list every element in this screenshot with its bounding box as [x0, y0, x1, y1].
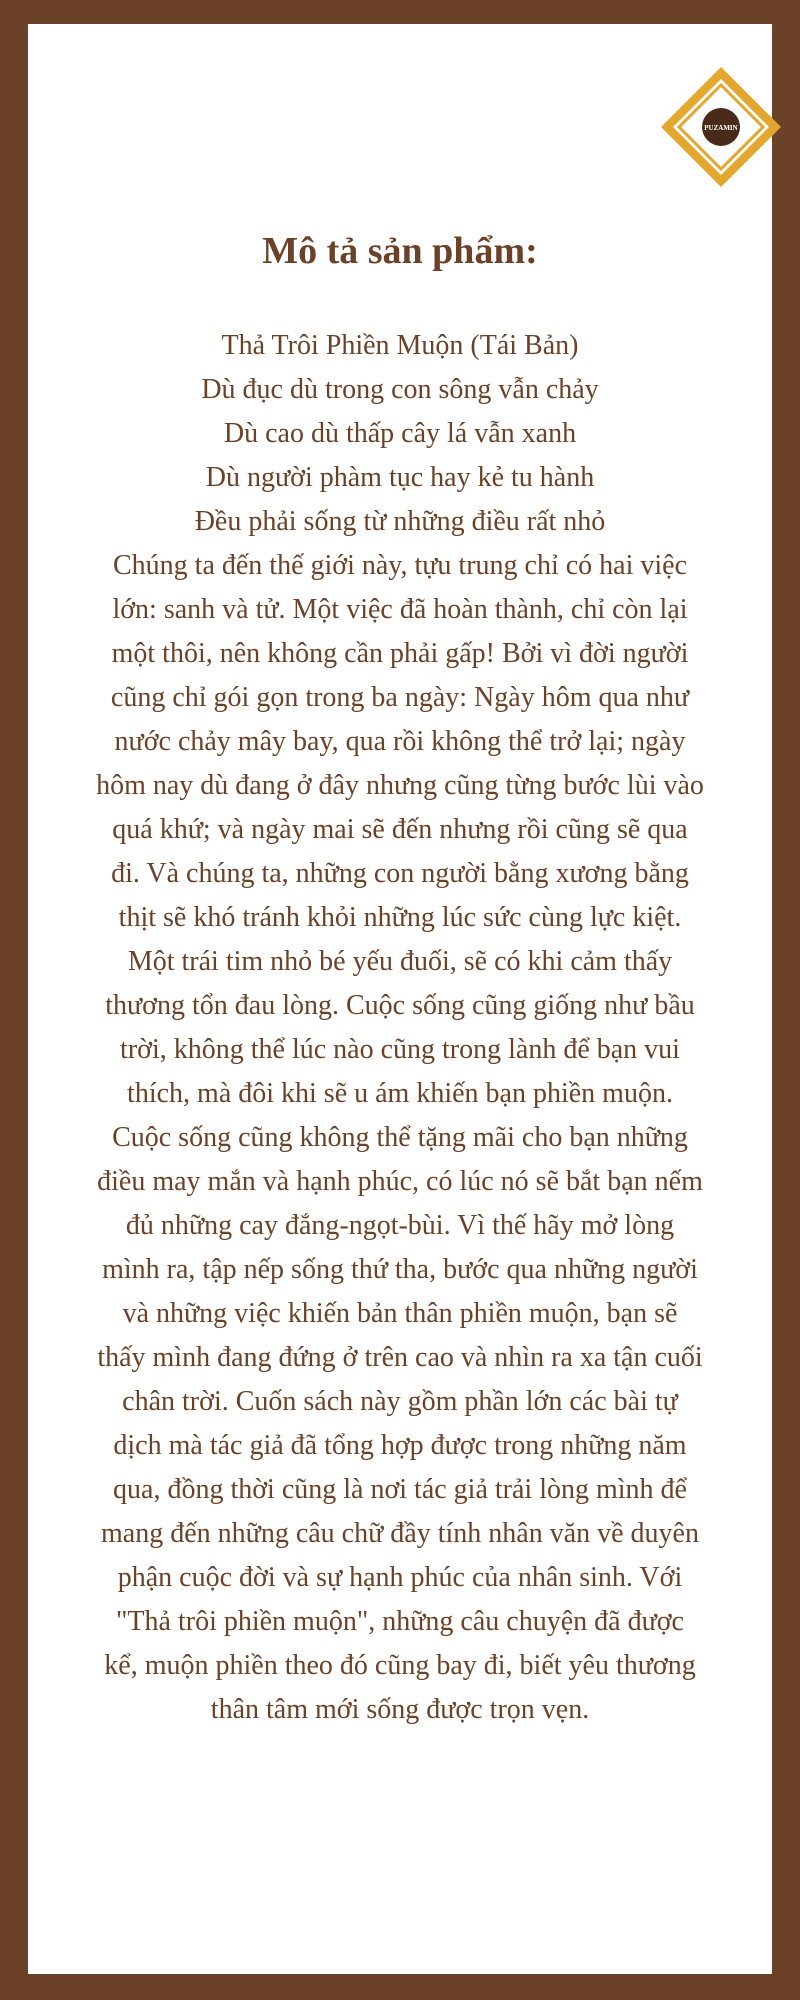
content-panel [28, 24, 772, 1974]
intro-line: Đều phải sống từ những điều rất nhỏ [194, 506, 606, 537]
product-description [96, 324, 704, 1732]
intro-line: Dù người phàm tục hay kẻ tu hành [205, 462, 595, 493]
section-heading: Mô tả sản phẩm: [262, 230, 538, 272]
logo-diamond-icon [658, 64, 784, 190]
intro-line: Dù cao dù thấp cây lá vẫn xanh [223, 418, 577, 449]
description-paragraph: Chúng ta đến thế giới này, tựu trung chỉ có hai việc lớn: sanh và tử. Một việc đã hoàn thành, chỉ còn lại một thôi, nên không cần phải gấp! Bởi vì đời người cũng chỉ gói gọn trong ba ngày: Ngày hôm qua như nước chảy mây bay, qua rồi không thể trở lại; ngày hôm nay dù đang ở đây nhưng cũng từng bước lùi vào quá khứ; và ngày mai sẽ đến nhưng rồi cũng sẽ qua đi. Và chúng ta, những con người bằng xương bằng thịt sẽ khó tránh khỏi những lúc sức cùng lực kiệt. Một trái tim nhỏ bé yếu đuối, sẽ có khi cảm thấy thương tổn đau lòng. Cuộc sống cũng giống như bầu trời, không thể lúc nào cũng trong lành để bạn vui thích, mà đôi khi sẽ u ám khiến bạn phiền muộn. Cuộc sống cũng không thể tặng mãi cho bạn những điều may mắn và hạnh phúc, có lúc nó sẽ bắt bạn nếm đủ những cay đắng-ngọt-bùi. Vì thế hãy mở lòng mình ra, tập nếp sống thứ tha, bước qua những người và những việc khiến bản thân phiền muộn, bạn sẽ thấy mình đang đứng ở trên cao và nhìn ra xa tận cuối chân trời. Cuốn sách này gồm phần lớn các bài tự dịch mà tác giả đã tổng hợp được trong những năm qua, đồng thời cũng là nơi tác giả trải lòng mình để mang đến những câu chữ đầy tính nhân văn về duyên phận cuộc đời và sự hạnh phúc của nhân sinh. Với "Thả trôi phiền muộn", những câu chuyện đã được kể, muộn phiền theo đó cũng bay đi, biết yêu thương thân tâm mới sống được trọn vẹn. [96, 550, 704, 1725]
intro-line: Dù đục dù trong con sông vẫn chảy [201, 374, 599, 405]
intro-line: Thả Trôi Phiền Muộn (Tái Bản) [221, 330, 579, 361]
puzamin-logo [658, 64, 784, 190]
logo-text: PUZAMIN [704, 124, 738, 132]
